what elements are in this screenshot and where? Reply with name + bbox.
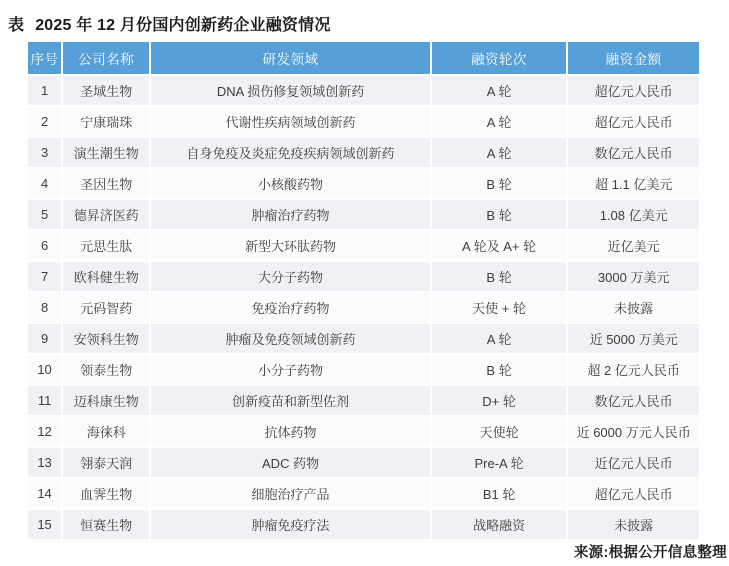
cell-round: A 轮 — [432, 324, 567, 353]
cell-no: 9 — [28, 324, 61, 353]
cell-no: 14 — [28, 479, 61, 508]
cell-amount: 近 5000 万美元 — [568, 324, 699, 353]
cell-round: 战略融资 — [432, 510, 567, 539]
cell-no: 1 — [28, 76, 61, 105]
cell-round: B1 轮 — [432, 479, 567, 508]
cell-company: 元思生肽 — [63, 231, 149, 260]
table-row — [28, 138, 699, 167]
cell-round: B 轮 — [432, 355, 567, 384]
cell-company: 德昇济医药 — [63, 200, 149, 229]
table-row — [28, 324, 699, 353]
cell-round: D+ 轮 — [432, 386, 567, 415]
financing-table — [26, 40, 701, 541]
cell-field: ADC 药物 — [151, 448, 429, 477]
table-row — [28, 448, 699, 477]
cell-field: 创新疫苗和新型佐剂 — [151, 386, 429, 415]
cell-field: 细胞治疗产品 — [151, 479, 429, 508]
header-row — [28, 42, 699, 74]
cell-field: 肿瘤免疫疗法 — [151, 510, 429, 539]
cell-amount: 近亿元人民币 — [568, 448, 699, 477]
cell-field: 肿瘤及免疫领域创新药 — [151, 324, 429, 353]
table-body — [28, 76, 699, 539]
column-header: 研发领域 — [151, 42, 429, 74]
cell-amount: 数亿元人民币 — [568, 138, 699, 167]
cell-round: A 轮及 A+ 轮 — [432, 231, 567, 260]
cell-no: 2 — [28, 107, 61, 136]
source-note: 来源:根据公开信息整理 — [573, 545, 727, 561]
cell-round: Pre-A 轮 — [432, 448, 567, 477]
cell-company: 血霁生物 — [63, 479, 149, 508]
title-text: 2025 年 12 月份国内创新药企业融资情况 — [35, 17, 331, 34]
cell-amount: 1.08 亿美元 — [568, 200, 699, 229]
cell-no: 11 — [28, 386, 61, 415]
table-row — [28, 510, 699, 539]
cell-no: 5 — [28, 200, 61, 229]
cell-field: 肿瘤治疗药物 — [151, 200, 429, 229]
table-row — [28, 293, 699, 322]
table-row — [28, 417, 699, 446]
cell-field: 大分子药物 — [151, 262, 429, 291]
cell-amount: 超亿元人民币 — [568, 107, 699, 136]
cell-amount: 超亿元人民币 — [568, 76, 699, 105]
cell-amount: 未披露 — [568, 510, 699, 539]
table-row — [28, 355, 699, 384]
table-row — [28, 479, 699, 508]
cell-amount: 超 2 亿元人民币 — [568, 355, 699, 384]
cell-no: 8 — [28, 293, 61, 322]
cell-amount: 超 1.1 亿美元 — [568, 169, 699, 198]
cell-company: 翎泰天润 — [63, 448, 149, 477]
cell-field: 自身免疫及炎症免疫疾病领域创新药 — [151, 138, 429, 167]
cell-amount: 3000 万美元 — [568, 262, 699, 291]
cell-round: 天使轮 — [432, 417, 567, 446]
cell-no: 6 — [28, 231, 61, 260]
cell-field: 小分子药物 — [151, 355, 429, 384]
cell-company: 海徕科 — [63, 417, 149, 446]
cell-field: 免疫治疗药物 — [151, 293, 429, 322]
cell-amount: 未披露 — [568, 293, 699, 322]
cell-no: 3 — [28, 138, 61, 167]
cell-field: DNA 损伤修复领域创新药 — [151, 76, 429, 105]
cell-round: A 轮 — [432, 76, 567, 105]
cell-company: 欧科健生物 — [63, 262, 149, 291]
column-header: 融资金额 — [568, 42, 699, 74]
cell-no: 13 — [28, 448, 61, 477]
cell-amount: 近亿美元 — [568, 231, 699, 260]
cell-amount: 近 6000 万元人民币 — [568, 417, 699, 446]
cell-field: 新型大环肽药物 — [151, 231, 429, 260]
column-header: 融资轮次 — [432, 42, 567, 74]
table-row — [28, 231, 699, 260]
column-header: 序号 — [28, 42, 61, 74]
column-header: 公司名称 — [63, 42, 149, 74]
cell-company: 元码智药 — [63, 293, 149, 322]
cell-round: B 轮 — [432, 262, 567, 291]
table-header — [28, 42, 699, 74]
cell-no: 12 — [28, 417, 61, 446]
cell-round: 天使 + 轮 — [432, 293, 567, 322]
page-title — [8, 12, 331, 35]
cell-no: 4 — [28, 169, 61, 198]
table-row — [28, 76, 699, 105]
cell-company: 领泰生物 — [63, 355, 149, 384]
cell-no: 7 — [28, 262, 61, 291]
cell-round: B 轮 — [432, 169, 567, 198]
cell-company: 演生潮生物 — [63, 138, 149, 167]
cell-field: 抗体药物 — [151, 417, 429, 446]
cell-round: B 轮 — [432, 200, 567, 229]
cell-company: 迈科康生物 — [63, 386, 149, 415]
cell-no: 10 — [28, 355, 61, 384]
cell-company: 圣因生物 — [63, 169, 149, 198]
cell-amount: 数亿元人民币 — [568, 386, 699, 415]
cell-field: 小核酸药物 — [151, 169, 429, 198]
table-row — [28, 262, 699, 291]
table-row — [28, 386, 699, 415]
table-row — [28, 107, 699, 136]
cell-round: A 轮 — [432, 107, 567, 136]
cell-amount: 超亿元人民币 — [568, 479, 699, 508]
cell-round: A 轮 — [432, 138, 567, 167]
table-row — [28, 200, 699, 229]
cell-company: 安领科生物 — [63, 324, 149, 353]
cell-company: 宁康瑞珠 — [63, 107, 149, 136]
cell-company: 圣域生物 — [63, 76, 149, 105]
cell-company: 恒赛生物 — [63, 510, 149, 539]
cell-field: 代谢性疾病领域创新药 — [151, 107, 429, 136]
title-prefix: 表 — [8, 17, 25, 34]
cell-no: 15 — [28, 510, 61, 539]
table-row — [28, 169, 699, 198]
